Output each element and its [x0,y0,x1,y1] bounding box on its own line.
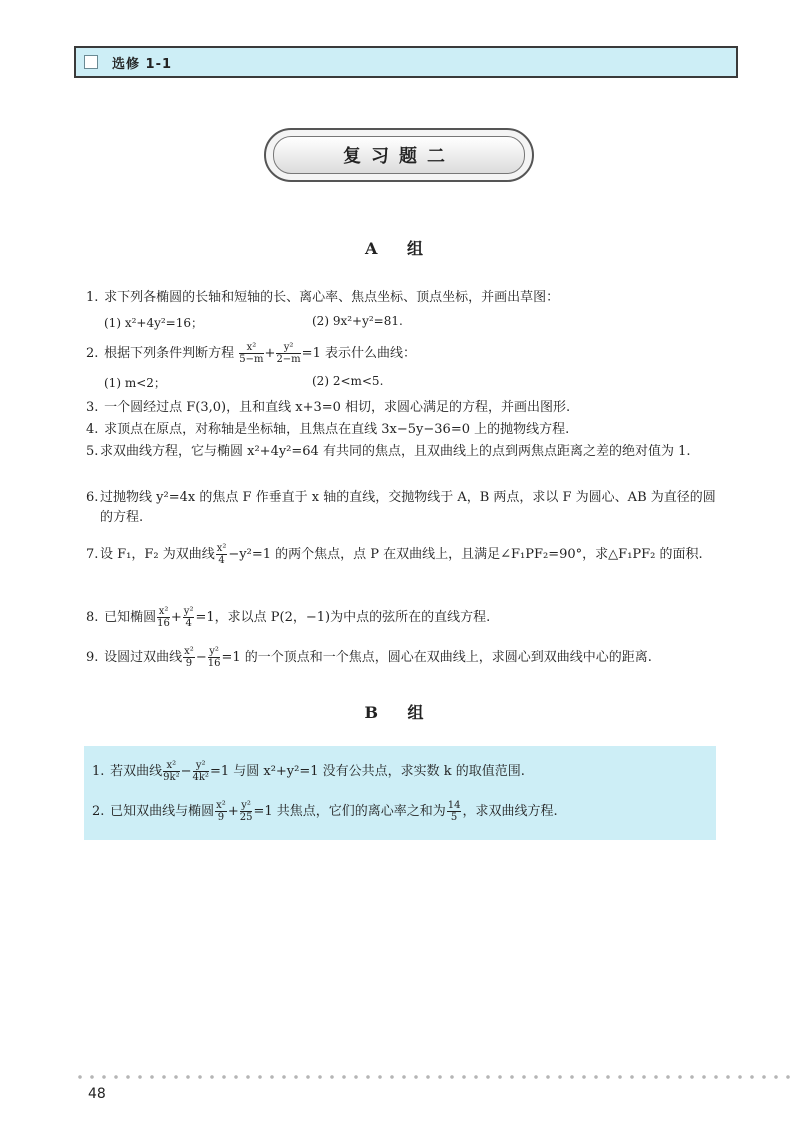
fraction-denominator: 16 [157,618,170,629]
operator: − [195,650,207,665]
problem-text: ，求双曲线方程. [462,804,558,819]
fraction [157,606,170,629]
fraction-denominator: 5−m [239,354,264,365]
problem-text: =1 与圆 x²+y²=1 没有公共点，求实数 k 的取值范围. [209,764,525,779]
fraction-denominator: 5 [450,812,458,823]
problem-a9 [86,646,726,669]
problem-a1-sub2: (2) 9x²+y²=81. [312,314,403,328]
page-number: 48 [88,1086,106,1102]
fraction [163,760,179,783]
problem-number: 7. [86,547,99,562]
problem-text: 求顶点在原点，对称轴是坐标轴，且焦点在直线 3x−5y−36=0 上的抛物线方程. [104,422,570,437]
problem-number: 9. [86,650,99,665]
section-label: 选修 1-1 [112,56,173,72]
fraction-numerator: x² [239,342,263,354]
operator: + [264,346,276,361]
problem-text: −y²=1 的两个焦点，点 P 在双曲线上，且满足∠F₁PF₂=90°，求△F₁PF₂ 的面积. [228,547,703,562]
fraction [216,543,228,566]
problem-a4 [86,420,726,440]
fraction-numerator: 14 [447,800,461,811]
fraction-denominator: 16 [207,658,221,669]
problem-number: 4. [86,422,99,437]
fraction-numerator: x² [216,543,227,554]
problem-text: 一个圆经过点 F(3,0)，且和直线 x+3=0 相切，求圆心满足的方程，并画出图形. [104,400,571,415]
problem-text: 已知双曲线与椭圆 [110,804,215,819]
problem-number: 2. [86,346,99,361]
problem-b1 [92,760,708,783]
operator: + [227,804,239,819]
section-header-bar [74,46,738,78]
fraction-numerator: x² [158,606,169,617]
fraction-numerator: y² [183,606,194,617]
group-b-heading: B 组 [364,703,436,722]
fraction-numerator: y² [209,646,219,657]
problem-text: =1 共焦点，它们的离心率之和为 [253,804,446,819]
problem-a2-sub2: (2) 2<m<5. [312,374,384,388]
fraction-denominator: 4 [218,555,225,566]
problem-text: =1 表示什么曲线： [301,346,416,361]
problem-a7 [86,542,726,568]
footer-dotted-rule [74,1074,794,1080]
fraction-denominator: 9 [185,658,193,669]
problem-b2 [92,800,708,823]
problem-number: 1. [86,290,99,305]
fraction-numerator: y² [241,800,251,811]
fraction [276,342,300,365]
group-a-heading: A 组 [365,239,435,258]
problem-a1-sub1: (1) x²+4y²=16； [104,316,203,330]
fraction-denominator: 4k² [192,772,209,783]
problem-number: 8. [86,610,99,625]
problem-text: 设 F₁，F₂ 为双曲线 [100,547,215,562]
title-plaque-inner [273,136,525,174]
fraction-denominator: 4 [185,618,192,629]
fraction-numerator: x² [163,760,179,772]
square-icon [84,55,98,69]
problem-text: 求下列各椭圆的长轴和短轴的长、离心率、焦点坐标、顶点坐标，并画出草图： [104,290,560,305]
problem-text: =1，求以点 P(2，−1)为中点的弦所在的直线方程. [195,610,491,625]
fraction-numerator: y² [193,760,209,772]
page-title: 复习题二 [343,146,455,167]
problem-number: 5. [86,444,99,459]
fraction-numerator: y² [276,342,300,354]
fraction-denominator: 9k² [163,772,180,783]
problem-number: 6. [86,490,99,505]
fraction-numerator: x² [184,646,194,657]
problem-a3 [86,398,726,418]
problem-a5 [86,442,726,462]
problem-a2-sub1: (1) m<2； [104,376,166,390]
fraction [215,800,227,823]
problem-a8 [86,606,726,629]
problem-a2 [86,342,726,365]
problem-text: 设圆过双曲线 [104,650,183,665]
problem-text: 过抛物线 y²=4x 的焦点 F 作垂直于 x 轴的直线，交抛物线于 A，B 两点，求以 F 为圆心、AB 为直径的圆的方程. [100,490,716,525]
fraction [193,760,209,783]
problem-a6 [86,488,726,528]
operator: + [170,610,182,625]
operator: − [180,764,192,779]
fraction [183,606,195,629]
fraction [447,800,462,823]
problem-text: 求双曲线方程，它与椭圆 x²+4y²=64 有共同的焦点，且双曲线上的点到两焦点距离之差的绝对值为 1. [100,444,691,459]
fraction [183,646,195,669]
title-plaque [264,128,534,182]
problem-number: 3. [86,400,99,415]
group-b-box [84,746,716,840]
fraction-denominator: 9 [217,812,225,823]
problem-text: 若双曲线 [110,764,163,779]
problem-a1 [86,288,726,308]
problem-text: 已知椭圆 [104,610,157,625]
fraction-numerator: x² [216,800,226,811]
problem-number: 2. [92,804,105,819]
fraction [240,800,253,823]
problem-number: 1. [92,764,105,779]
fraction [239,342,263,365]
fraction-denominator: 2−m [276,354,301,365]
fraction-denominator: 25 [239,812,253,823]
problem-text: =1 的一个顶点和一个焦点，圆心在双曲线上，求圆心到双曲线中心的距离. [221,650,652,665]
problem-text: 根据下列条件判断方程 [104,346,235,361]
fraction [208,646,221,669]
